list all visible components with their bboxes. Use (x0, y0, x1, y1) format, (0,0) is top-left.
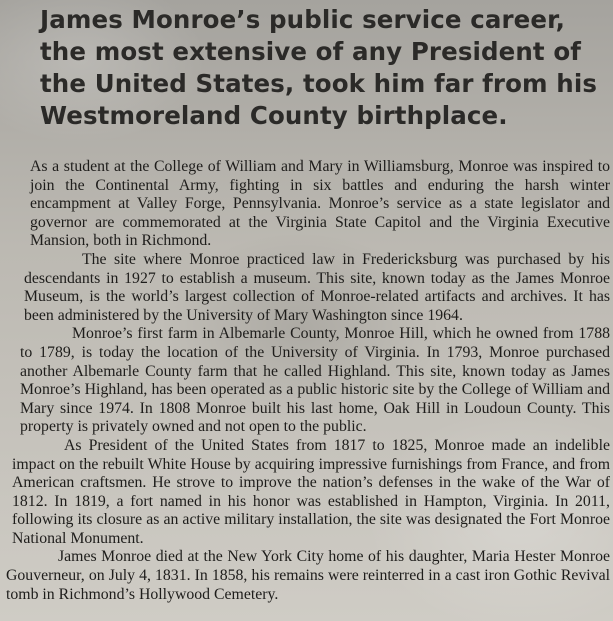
sign-body (6, 158, 610, 604)
paragraph-fredericksburg-museum: The site where Monroe practiced law in Fredericksburg was purchased by his descendants in 1927 to establish a museum. This site, known today as the James Monroe Museum, is the world’s largest collection of Monroe-related artifacts and archives. It has been administered by the University of Mary Washington since 1964. (24, 250, 610, 324)
sign-title: James Monroe’s public service career, the most extensive of any President of the United States, took him far from his Westmoreland County birthplace. (40, 5, 598, 130)
paragraph-death-and-burial: James Monroe died at the New York City home of his daughter, Maria Hester Monroe Gouverneur, on July 4, 1831. In 1858, his remains were reinterred in a cast iron Gothic Revival tomb in Richmond’s Hollywood Cemetery. (6, 548, 610, 603)
paragraph-albemarle-farms: Monroe’s first farm in Albemarle County, Monroe Hill, which he owned from 1788 to 1789, is today the location of the University of Virginia. In 1793, Monroe purchased another Albemarle County farm that he called Highland. This site, known today as James Monroe’s Highland, has been operated as a public historic site by the College of William and Mary since 1974. In 1808 Monroe built his last home, Oak Hill in Loudoun County. This property is privately owned and not open to the public. (20, 325, 610, 436)
paragraph-presidency: As President of the United States from 1817 to 1825, Monroe made an indelible impact on the rebuilt White House by acquiring impressive furnishings from France, and from American craftsmen. He strove to improve the nation’s defenses in the wake of the War of 1812. In 1819, a fort named in his honor was established in Hampton, Virginia. In 2011, following its closure as an active military installation, the site was designated the Fort Monroe National Monument. (12, 436, 610, 547)
paragraph-college-and-army: As a student at the College of William and Mary in Williamsburg, Monroe was inspired to join the Continental Army, fighting in six battles and enduring the harsh winter encampment at Valley Forge, Pennsylvania. Monroe’s service as a state legislator and governor are commemorated at the Virginia State Capitol and the Virginia Executive Mansion, both in Richmond. (30, 158, 610, 250)
